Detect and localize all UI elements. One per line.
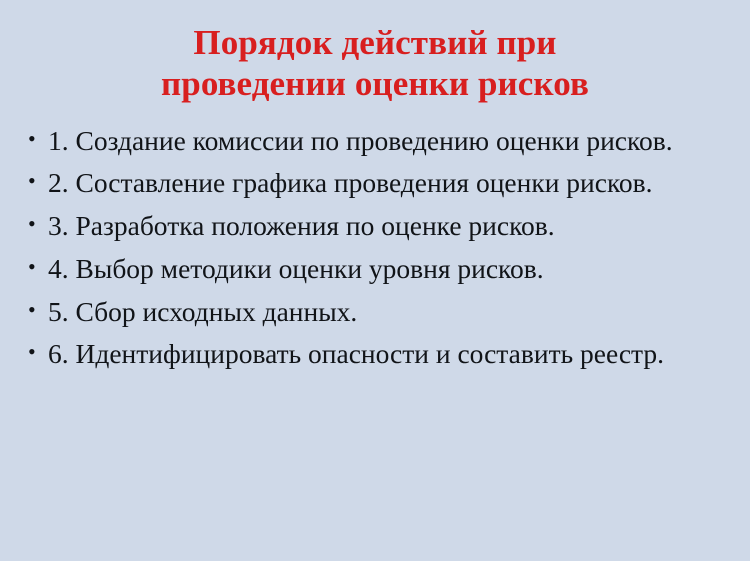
list-item — [28, 251, 724, 287]
bullet-dot-icon: • — [28, 211, 36, 237]
list-item-text: 1. Создание комиссии по проведению оценки рисков. — [48, 124, 673, 156]
page-title — [16, 22, 734, 105]
bullet-dot-icon: • — [28, 125, 36, 151]
page-title-line-2: проведении оценки рисков — [161, 64, 589, 104]
bullet-dot-icon: • — [28, 296, 36, 322]
list-item-text: 4. Выбор методики оценки уровня рисков. — [48, 252, 544, 284]
bullet-dot-icon: • — [28, 253, 36, 279]
bullet-dot-icon: • — [28, 168, 36, 194]
list-item — [28, 336, 724, 372]
bullet-dot-icon: • — [28, 339, 36, 365]
list-item-text: 6. Идентифицировать опасности и составить реестр. — [48, 338, 665, 370]
list-item — [28, 165, 724, 201]
list-item-text: 3. Разработка положения по оценке рисков. — [48, 210, 555, 242]
list-item-text: 2. Составление графика проведения оценки рисков. — [48, 167, 653, 199]
bullet-list — [16, 123, 734, 380]
page-title-line-1: Порядок действий при — [193, 23, 557, 62]
list-item — [28, 294, 724, 330]
list-item — [28, 208, 724, 244]
list-item-text: 5. Сбор исходных данных. — [48, 295, 358, 327]
list-item — [28, 123, 724, 159]
